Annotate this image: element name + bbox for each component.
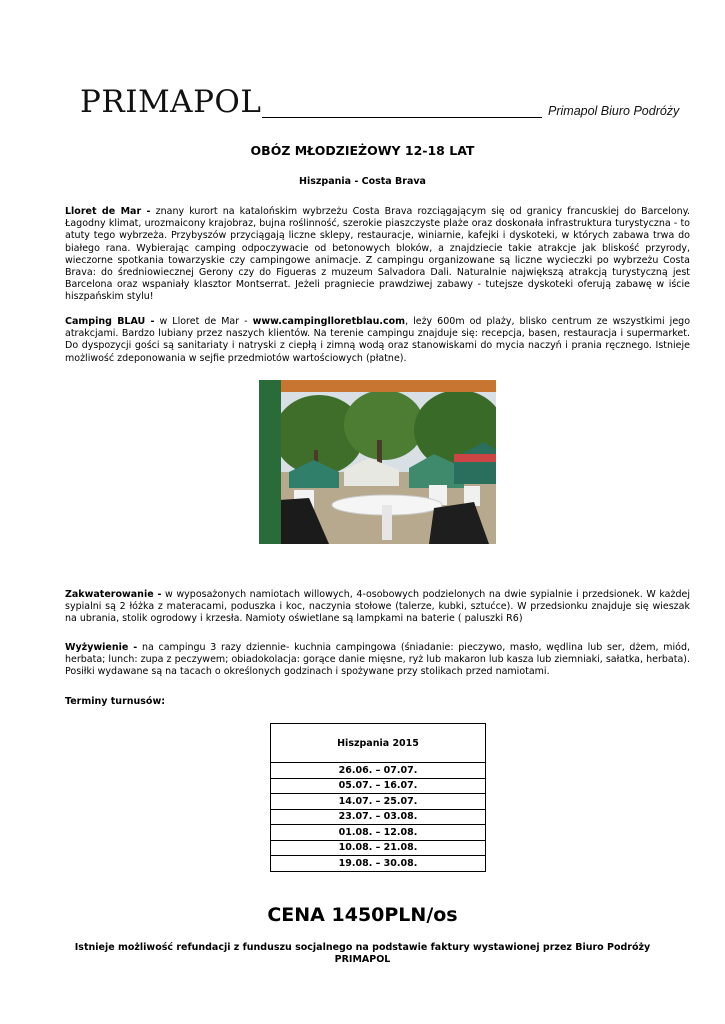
accommodation-lead: Zakwaterowanie - — [65, 589, 162, 600]
intro-text: znany kurort na katalońskim wybrzeżu Costa Brava rozciągającym się od granicy francuskiej do Barcelony. Łagodny klimat, urozmaicony krajobraz, bujna roślinność, szerokie piaszczyste plaże oraz doskonała infrastruktura turystyczna - to atuty tego wybrzeża. Przybyszów przyciągają liczne sklepy, restauracje, winiarnie, kafejki i dyskoteki, w których zabawa trwa do białego rana. Wybierając camping odpoczywacie od betonowych bloków, a znajdziecie takie atrakcje jak bliskość przyrody, wieczorne spotkania towarzyskie czy campingowe animacje. Z campingu organizowane są liczne wycieczki po wybrzeżu Costa Brava: do średniowiecznej Gerony czy do Figueras z muzeum Salvadora Dali. Naturalnie największą atrakcją turystyczną jest Barcelona oraz wspaniały klasztor Montserrat. Jeżeli pragniecie prawdziwej zabawy - tutejsze dyskoteki oferują zabawę w iście hiszpańskim stylu! — [65, 206, 690, 303]
accommodation-paragraph — [65, 589, 690, 626]
refund-note: Istnieje możliwość refundacji z funduszu socjalnego na podstawie faktury wystawionej przez Biuro Podróży PRIMAPOL — [74, 942, 651, 965]
page-title: OBÓZ MŁODZIEŻOWY 12-18 LAT — [250, 143, 475, 158]
camping-lead: Camping BLAU - — [65, 316, 155, 327]
brand-logo: PRIMAPOL — [80, 84, 262, 120]
camping-paragraph — [65, 316, 690, 365]
price: CENA 1450PLN/os — [267, 904, 458, 926]
intro-lead: Lloret de Mar - — [65, 206, 151, 217]
location-subtitle: Hiszpania - Costa Brava — [299, 176, 426, 187]
camping-url[interactable]: www.campinglloretblau.com — [252, 316, 406, 327]
camping-text-2: , leży 600m od plaży, blisko centrum ze wszystkimi jego atrakcjami. Bardzo lubiany przez naszych klientów. Na terenie campingu znajduje się: recepcja, basen, restauracja i supermarket. Do dyspozycji gości są sanitariaty i natryski z ciepłą i zimną wodą oraz stanowiskami do mycia naczyń i prania ręcznego. Istnieje możliwość zdeponowania w sejfie przedmiotów wartościowych (płatne). — [65, 316, 691, 364]
table-row: 23.07. – 03.08. — [271, 809, 486, 825]
camping-photo — [259, 380, 496, 544]
camping-text-1: w Lloret de Mar - — [154, 316, 253, 327]
terms-table — [270, 723, 486, 872]
header-rule — [262, 117, 542, 118]
table-row: 14.07. – 25.07. — [271, 794, 486, 810]
intro-paragraph — [65, 206, 690, 304]
table-row: 01.08. – 12.08. — [271, 825, 486, 841]
terms-table-header: Hiszpania 2015 — [271, 724, 486, 763]
table-row: 26.06. – 07.07. — [271, 763, 486, 779]
meals-text: na campingu 3 razy dziennie- kuchnia campingowa (śniadanie: pieczywo, masło, wędlina lub ser, dżem, miód, herbata; lunch: zupa z peczywem; obiadokolacja: gorące danie mięsne, ryż lub makaron lub kasza lub ziemniaki, sałatka, herbata). Posiłki wydawane są na tacach o określonych godzinach i spożywane przy stolikach przed namiotami. — [65, 642, 690, 678]
table-row: 05.07. – 16.07. — [271, 778, 486, 794]
table-row: 10.08. – 21.08. — [271, 840, 486, 856]
accommodation-text: w wyposażonych namiotach willowych, 4-osobowych podzielonych na dwie sypialnie i przedsionek. W każdej sypialni są 2 łóżka z materacami, poduszka i koc, naczynia stołowe (talerze, kubki, sztućce). W przedsionku znajduje się wieszak na ubrania, stolik ogrodowy i krzesła. Namioty oświetlane są lampkami na baterie ( paluszki R6) — [65, 589, 690, 625]
meals-lead: Wyżywienie - — [65, 642, 138, 653]
meals-paragraph — [65, 642, 690, 679]
table-row: 19.08. – 30.08. — [271, 856, 486, 872]
header-subtitle: Primapol Biuro Podróży — [548, 104, 680, 118]
terms-heading: Terminy turnusów: — [65, 696, 166, 707]
